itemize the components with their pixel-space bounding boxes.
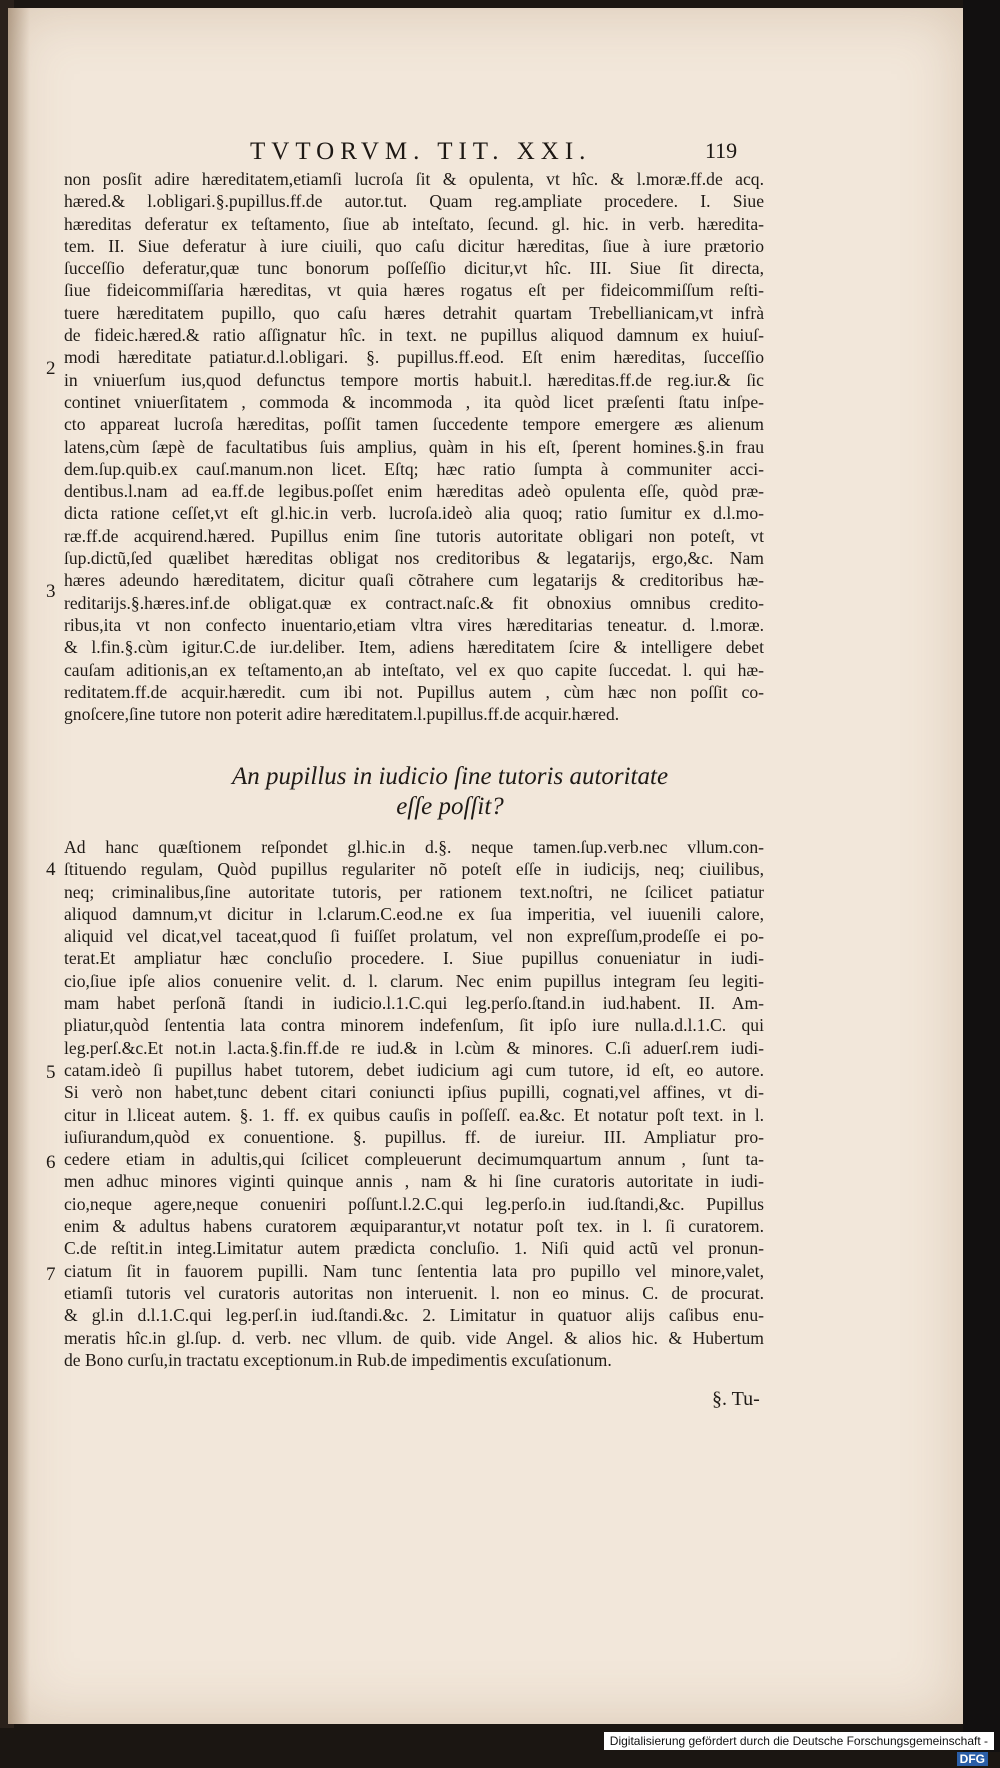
text-line: C.de reſtit.in integ.Limitatur autem prædicta concluſio. 1. Niſi quid actũ vel pronun-: [64, 1238, 764, 1259]
text-line: de Bono curſu,in tractatu exceptionum.in Rub.de impedimentis excuſationum.: [64, 1349, 612, 1370]
text-line: dentibus.l.nam ad ea.ff.de legibus.poſſet enim hæreditas adeò opulenta eſſe, quòd præ-: [64, 481, 764, 502]
text-line: hæreditas deferatur ex teſtamento, ſiue ab inteſtato, ſecund. gl. hic. in verb. hæredita-: [64, 213, 764, 234]
text-line: men adhuc minores viginti quinque annis , nam & hi ſine curatoris autoritate in iudi-: [64, 1171, 764, 1192]
text-line: Si verò non habet,tunc debent citari coniuncti ipſius pupilli, cognati,vel affines, vt di-: [64, 1082, 764, 1103]
text-line: hæres adeundo hæreditatem, dicitur quaſi cõtrahere cum legatarijs & creditoribus hæ-: [64, 570, 764, 591]
catchword: §. Tu-: [712, 1388, 760, 1410]
text-line: terat.Et ampliatur hæc concluſio procedere. I. Siue pupillus conueniatur in iudi-: [64, 948, 764, 969]
text-line: continet vniuerſitatem , commoda & incommoda , ita quòd licet præſenti ſtatu inſpe-: [64, 391, 764, 412]
text-line: ræ.ff.de acquirend.hæred. Pupillus enim ſine tutoris autoritate obligari non poteſt, vt: [64, 525, 764, 546]
text-line: cio,neque agere,neque conueniri poſſunt.l.2.C.qui leg.perſo.in iud.ſtandi,&c. Pupillus: [64, 1193, 764, 1214]
text-line: ſtituendo regulam, Quòd pupillus regulariter nõ poteſt eſſe in iudicijs, neq; ciuilibus,: [64, 859, 764, 880]
dfg-logo: DFG: [957, 1752, 988, 1766]
text-line: cto appareat lucroſa hæreditas, poſſit tamen ſuccedente tempore emergere æs alienum: [64, 414, 764, 435]
margin-number: 6: [46, 1152, 56, 1173]
text-line: mam habet perſonã ſtandi in iudicio.l.1.C.qui leg.perſo.ſtand.in iud.habent. II. Am-: [64, 993, 764, 1014]
page-number: 119: [705, 138, 738, 163]
margin-number: 3: [46, 581, 56, 602]
margin-number: 4: [46, 859, 56, 880]
margin-number: 5: [46, 1062, 56, 1083]
text-line: aliquid vel dicat,vel taceat,quod ſi fuiſſet prolatum, vel non expreſſum,prodeſſe ei po-: [64, 926, 764, 947]
text-line: reditatem.ff.de acquir.hæredit. cum ibi not. Pupillus autem , cùm hæc non poſſit co-: [64, 681, 764, 702]
text-line: ribus,ita vt non confecto inuentario,etiam vltra vires hæreditarias teneatur. d. l.moræ.: [64, 614, 764, 635]
text-line: meratis hîc.in gl.ſup. d. verb. nec vllum. de quib. vide Angel. & alios hic. & Hubertum: [64, 1327, 764, 1348]
text-line: gnoſcere,ſine tutore non poterit adire hæreditatem.l.pupillus.ff.de acquir.hæred.: [64, 704, 620, 725]
text-line: citur in l.liceat autem. §. 1. ff. ex quibus cauſis in poſſeſſ. ea.&c. Et notatur poſt text. in l.: [64, 1104, 764, 1125]
page-header: [250, 138, 770, 166]
section-heading: [190, 762, 710, 822]
text-line: dicta ratione ceſſet,vt eſt gl.hic.in verb. lucroſa.ideò alia quoq; ratio ſumitur ex d.l.mo-: [64, 503, 764, 524]
text-line: ciatum ſit in fauorem pupilli. Nam tunc ſententia lata pro pupillo vel minore,valet,: [64, 1260, 764, 1281]
text-line: cedere etiam in adultis,qui ſcilicet compleuerunt decimumquartum annum , ſunt ta-: [64, 1149, 764, 1170]
text-line: leg.perſ.&c.Et not.in l.acta.§.fin.ff.de re iud.& in l.cùm & minores. C.ſi aduerſ.rem iudi-: [64, 1037, 764, 1058]
text-line: catam.ideò ſi pupillus habet tutorem, debet iudicium agi cum tutore, id eſt, eo autore.: [64, 1059, 764, 1080]
text-line: latens,cùm ſæpè de facultatibus ſuis amplius, quàm in his eſt, ſperent homines.§.in frau: [64, 436, 764, 457]
text-line: tuere hæreditatem pupillo, quo caſu hæres detrahit quartam Trebellianicam,vt infrà: [64, 302, 764, 323]
text-line: aliquod damnum,vt dicitur in l.clarum.C.eod.ne ex ſua imperitia, vel iuuenili calore,: [64, 903, 764, 924]
text-line: enim & adultus habens curatorem æquiparantur,vt notatur poſt tex. in l. ſi curatorem.: [64, 1216, 764, 1237]
text-line: neq; criminalibus,ſine autoritate tutoris, per rationem text.noſtri, ne ſcilicet patiatur: [64, 881, 764, 902]
text-line: ſucceſſio deferatur,quæ tunc bonorum poſſeſſio dicitur,vt hîc. III. Siue ſit directa,: [64, 258, 764, 279]
text-line: tem. II. Siue deferatur à iure ciuili, quo caſu dicitur hæreditas, ſiue à iure prætorio: [64, 235, 764, 256]
text-line: etiamſi tutoris vel curatoris autoritas non interuenit. l. non eo minus. C. de procurat.: [64, 1282, 764, 1303]
text-line: reditarijs.§.hæres.inf.de obligat.quæ ex contract.naſc.& fit obnoxius omnibus credito-: [64, 592, 764, 613]
credit-text: Digitalisierung gefördert durch die Deutsche Forschungsgemeinschaft -: [609, 1734, 988, 1748]
text-line: ſup.dictũ,ſed quælibet hæreditas obligat nos creditoribus & legatarijs, ergo,&c. Nam: [64, 548, 764, 569]
text-line: pliatur,quòd ſententia lata contra minorem indefenſum, ſit ipſo iure nulla.d.l.1.C. qui: [64, 1015, 764, 1036]
margin-number: 7: [46, 1264, 56, 1285]
text-line: & gl.in d.l.1.C.qui leg.perſ.in iud.ſtandi.&c. 2. Limitatur in quatuor alijs caſibus enu-: [64, 1305, 764, 1326]
text-line: in vniuerſum ius,quod defunctus tempore mortis habuit.l. hæreditas.ff.de reg.iur.& ſic: [64, 369, 764, 390]
digitization-credit: [604, 1732, 994, 1766]
text-line: Ad hanc quæſtionem reſpondet gl.hic.in d.§. neque tamen.ſup.verb.nec vllum.con-: [64, 837, 764, 857]
scanner-background: [963, 0, 1000, 1752]
text-line: hæred.& l.obligari.§.pupillus.ff.de autor.tut. Quam reg.ampliate procedere. I. Siue: [64, 191, 764, 212]
text-line: cauſam aditionis,an ex teſtamento,an ab inteſtato, vel ex quo capite ſuccedat. l. qui hæ-: [64, 659, 764, 680]
text-line: modi hæreditate patiatur.d.l.obligari. §. pupillus.ff.eod. Eſt enim hæreditas, ſucceſſio: [64, 347, 764, 368]
text-line: & l.fin.§.cùm igitur.C.de iur.deliber. Item, adiens hæreditatem ſcire & intelligere debet: [64, 637, 764, 658]
text-block-1: [64, 168, 764, 725]
running-title: TVTORVM. TIT. XXI.: [250, 138, 592, 165]
margin-number: 2: [46, 358, 56, 379]
text-line: non posſit adire hæreditatem,etiamſi lucroſa ſit & opulenta, vt hîc. & l.moræ.ff.de acq.: [64, 169, 764, 189]
text-line: iuſiurandum,quòd ex conuentione. §. pupillus. ff. de iureiur. III. Ampliatur pro-: [64, 1126, 764, 1147]
heading-line: An pupillus in iudicio ſine tutoris autoritate: [231, 763, 669, 790]
heading-line: eſſe poſſit?: [396, 793, 504, 820]
text-line: de fideic.hæred.& ratio aſſignatur hîc. in text. ne pupillus aliquod damnum ex huiuſ-: [64, 325, 764, 346]
text-line: cio,ſiue ipſe alios conuenire velit. d. l. clarum. Nec enim pupillus integram ſeu legiti-: [64, 970, 764, 991]
text-line: dem.ſup.quib.ex cauſ.manum.non licet. Eſtq; hæc ratio ſumpta à communiter acci-: [64, 458, 764, 479]
text-block-2: [64, 836, 764, 1371]
text-line: ſiue fideicommiſſaria hæreditas, vt quia hæres rogatus eſt per fideicommiſſum reſti-: [64, 280, 764, 301]
